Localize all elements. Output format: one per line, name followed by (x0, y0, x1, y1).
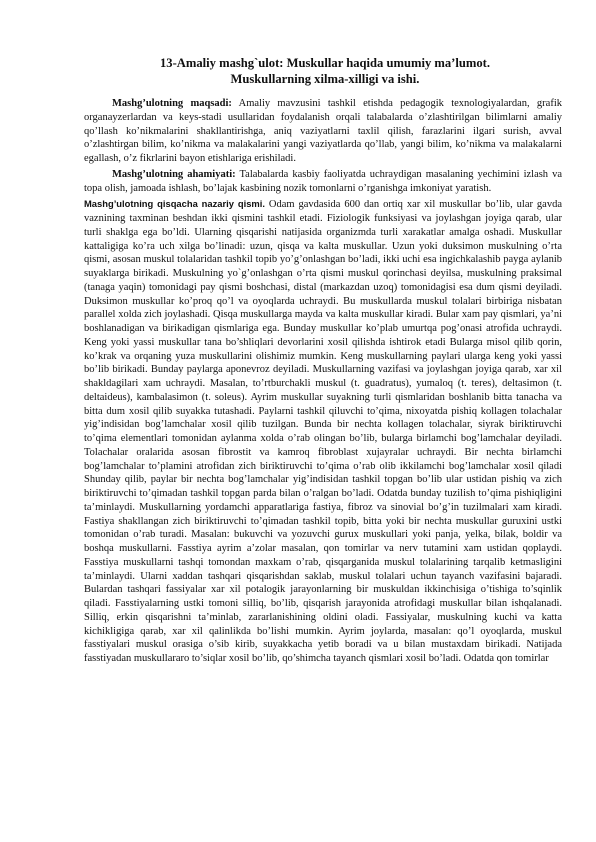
purpose-heading: Mashg’ulotning maqsadi: (112, 98, 232, 109)
theory-text: Odam gavdasida 600 dan ortiq xar xil muskullar bo’lib, ular gavda vaznining taxminan beshdan ikki qismini tashkil etadi. Fiziologik funksiyasi va joylashgan joyiga qarab, ular turli shaklga ega bo’ldi. Ularning qisqarishi natijasida organizmda turli xarakatlar amalga oshadi. Muskullar kattaligiga ko’ra uch xilga bo’linadi: uzun, qisqa va kalta muskullar. Uzun yoki duksimon muskulning o’rta qismi, asosan muskul tolalaridan tashkil topib yo’g’onlashgan bo’ladi, ikki uchi esa ingichkalashib payga aylanib suyaklarga birikadi. Muskulning yo`g’onlashgan o’rta qismi muskul qorinchasi deyilsa, muskulning praksimal (tanaga yaqin) tomonidagi pay qismi boshchasi, distal (markazdan uzoq) tomonidagisi esa dum qismi deyiladi. Duksimon muskullar ko’proq qo’l va oyoqlarda uchraydi. Bu muskullarda muskul tolalari birbiriga nisbatan parallel xolda zich joylashadi. Qisqa muskullarga mayda va kalta muskullar kiradi. Bular xam pay qismlari, ya’ni boshlanadigan va birikadigan qismlariga ega. Bunday muskullar ko’plab umurtqa pog’onasi atrofida uchraydi. Keng yoki yassi muskullar tana bo’shliqlari devorlarini xosil qilishda ishtirok etadi Bularga misol qilib qorin, ko’krak va orqaning yuza muskullarini olishimiz mumkin. Keng muskullarning paylari ularga keng yoki yassi bo’lib birikadi. Bunday paylarga aponevroz deyiladi. Muskullarning vazifasi va joylashgan joyiga qarab, xar xil shakldagilari xam uchraydi. Masalan, to’rtburchakli muskul (t. guadratus), yumaloq (t. teres), deltasimon (t. deltaideus), kambalasimon (t. soleus). Ayrim muskullar suyakning turli qismlaridan boshlanib bitta tanacha va bitta dum xosil qilib suyakka tutashadi. Paylarni tashkil qiluvchi to’qima, nixoyatda pishiq kollagen tolachalar yig’indisidan bog’lamchalar xosil qilib tuzilgan. Bunda bir nechta kollagen tolachalar, siyrak biriktiruvchi to’qima elementlari tomonidan aylanma xolda o’rab olingan bo’lib, bularga birlamchi bog’lamchalar deyiladi. Tolachalar oralarida asosan fibrostit va kamroq fibroblast xujayralar uchraydi. Bir nechta birlamchi bog’lamchalar to’plamini atrofidan zich biriktiruvchi to’qima o’rab olib ikkilamchi bog’lamchalar xosil qiladi Shunday qilib, paylar bir nechta bog’lamchalar yig’indisidan tashkil topgan bo’lib ular ustidan pishiq va zich biriktiruvchi to’qimadan tashkil topgan parda bilan o’ralgan bo’ladi. Odatda bunday tuzilish to’qima pishiqligini ta’minlaydi. Muskullarning yordamchi apparatlariga fastiya, fibroz va sinovial bo’g’in tuzilmalari xam kiradi. Fastiya shakllangan zich biriktiruvchi to’qimadan tashkil topib, bitta yoki bir nechta muskullar guruxini ustki tomonidan o’rab turadi. Masalan: bukuvchi va yozuvchi gurux muskullari yoki panja, yelka, bilak, boldir va boshqa muskullarni. Fasstiya ayrim a’zolar masalan, qon tomirlar va nerv tutamini xam ustidan qoplaydi. Fasstiya muskullarni tashqi tomondan maxkam o’rab, qisqarganida muskul tolalarining tarqalib ketmasligini ta’minlaydi. Ularni xaddan tashqari qisqarishdan saklab, muskul tolalari uchun tayanch vazifasini bajaradi. Bulardan tashqari fassiyalar xar xil potalogik jarayonlarning bir muskuldan ikkinchisiga o’tishiga to’sqinlik qiladi. Fasstiyalarning ustki tomoni silliq, bo’lib, qisqarish jarayonida atrofidagi muskullar bilan ishqalanadi. Silliq, erkin qisqarishni ta’minlab, zararlanishining oldini oladi. Fassiyalar, muskulning kuchi va katta kichikligiga qarab, xar xil qalinlikda bo’lishi mumkin. Ayrim joylarda, masalan: qo’l oyoqlarda, muskul fasstiyalari muskul orasiga o’sib kirib, suyakkacha yetib boradi va u bilan mustaxdam birikadi. Natijada fasstiyadan muskullararo to’siqlar xosil bo’lib, qo’shimcha tayanch qismlari xosil bo’ladi. Odatda qon tomirlar (84, 199, 562, 664)
title-line-2: Muskullarning xilma-xilligi va ishi. (230, 71, 420, 86)
importance-heading: Mashg’ulotning ahamiyati: (112, 168, 236, 180)
paragraph-theory (84, 197, 562, 666)
theory-heading: Mashg’ulotning qisqacha nazariy qismi. (84, 198, 265, 210)
title-line-1: 13-Amaliy mashg`ulot: Muskullar haqida umumiy ma’lumot. (159, 56, 491, 70)
paragraph-importance (84, 168, 562, 196)
document-title (84, 56, 562, 87)
purpose-text: Amaliy mavzusini tashkil etishda pedagogik texnologiyalardan, grafik organayzerlardan va keys-stadi usullaridan foydalanish orqali talabalarda o’zlashtirilgan bilimlarni amaliy qo’llash ko’nikmalarini shakllantirishga, aniq vaziyatlarni taxlil qilish, farazlarini ilgari surish, avval o’zlashtirgan bilim, ko’nikma va malakalarini yangi vaziyatlarda qo’llab, yangi bilim, ko’nikma va malakalarni egallash, o’z fikrlarini bayon etishlariga erishiladi. (84, 98, 562, 164)
importance-text: Talabalarda kasbiy faoliyatda uchraydigan masalaning yechimini izlash va topa olish, jamoada ishlash, bo’lajak kasbining nozik tomonlarni o’rganishga imkoniyat yaratish. (84, 168, 562, 194)
paragraph-purpose (84, 97, 562, 166)
document-page (84, 56, 562, 666)
